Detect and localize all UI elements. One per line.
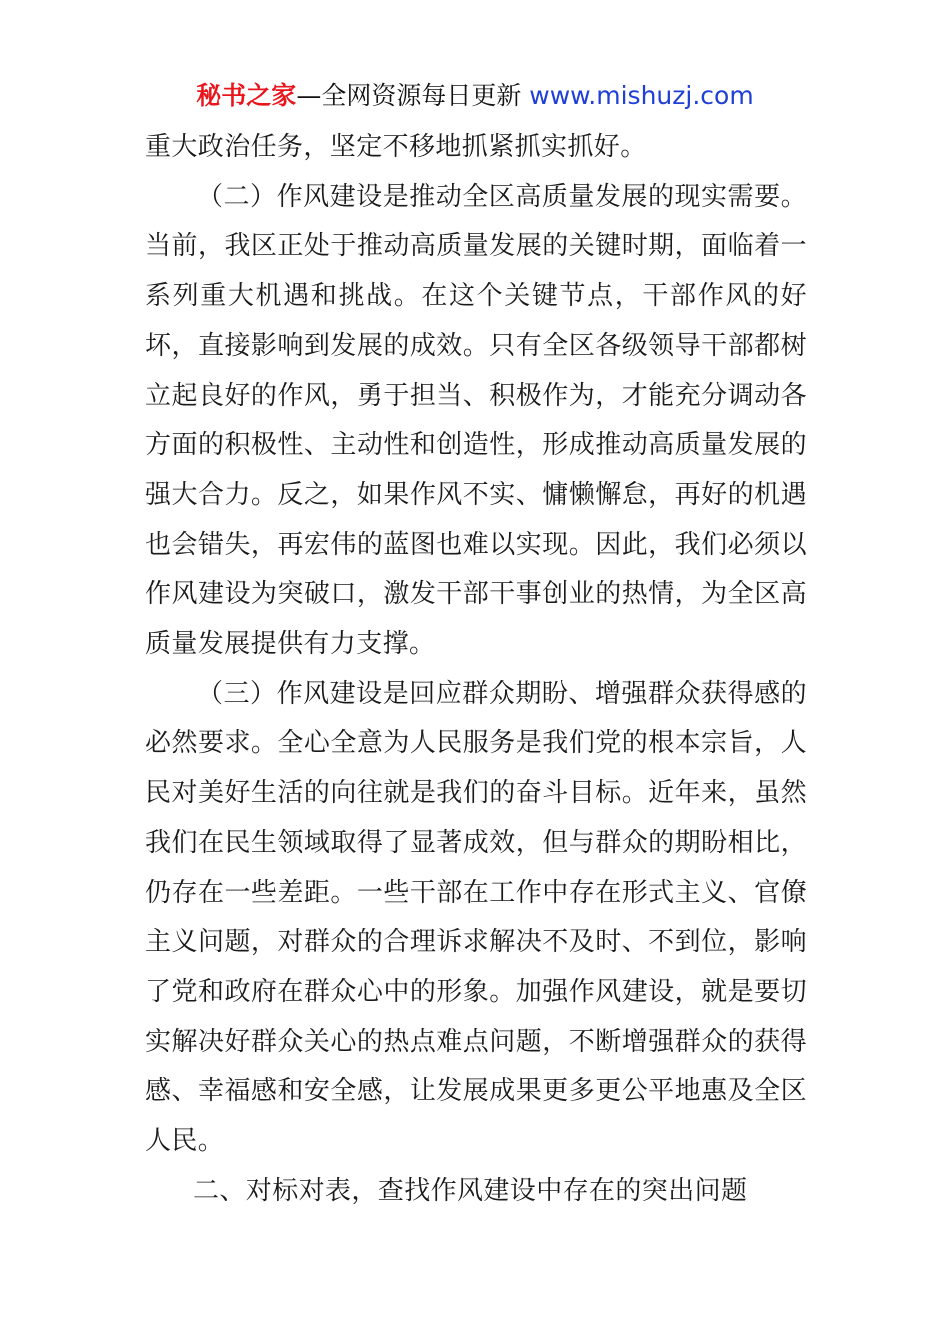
- section-heading: 二、对标对表，查找作风建设中存在的突出问题: [193, 1175, 748, 1206]
- header-tagline: —全网资源每日更新: [296, 81, 530, 110]
- paragraph-section-2: （二）作风建设是推动全区高质量发展的现实需要。当前，我区正处于推动高质量发展的关键时期，面临着一系列重大机遇和挑战。在这个关键节点，干部作风的好坏，直接影响到发展的成效。只有全区各级领导干部都树立起良好的作风，勇于担当、积极作为，才能充分调动各方面的积极性、主动性和创造性，形成推动高质量发展的强大合力。反之，如果作风不实、慵懒懈怠，再好的机遇也会错失，再宏伟的蓝图也难以实现。因此，我们必须以作风建设为突破口，激发干部干事创业的热情，为全区高质量发展提供有力支撑。: [145, 181, 807, 660]
- paragraph-section-3: （三）作风建设是回应群众期盼、增强群众获得感的必然要求。全心全意为人民服务是我们党的根本宗旨，人民对美好生活的向往就是我们的奋斗目标。近年来，虽然我们在民生领域取得了显著成效，但与群众的期盼相比，仍存在一些差距。一些干部在工作中存在形式主义、官僚主义问题，对群众的合理诉求解决不及时、不到位，影响了党和政府在群众心中的形象。加强作风建设，就是要切实解决好群众关心的热点难点问题，不断增强群众的获得感、幸福感和安全感，让发展成果更多更公平地惠及全区人民。: [145, 678, 807, 1157]
- paragraph-continuation: 重大政治任务，坚定不移地抓紧抓实抓好。: [145, 132, 647, 162]
- brand-name: 秘书之家: [196, 81, 297, 110]
- document-body: [145, 123, 807, 1216]
- site-url: www.mishuzj.com: [529, 81, 754, 110]
- watermark-header: [0, 79, 950, 113]
